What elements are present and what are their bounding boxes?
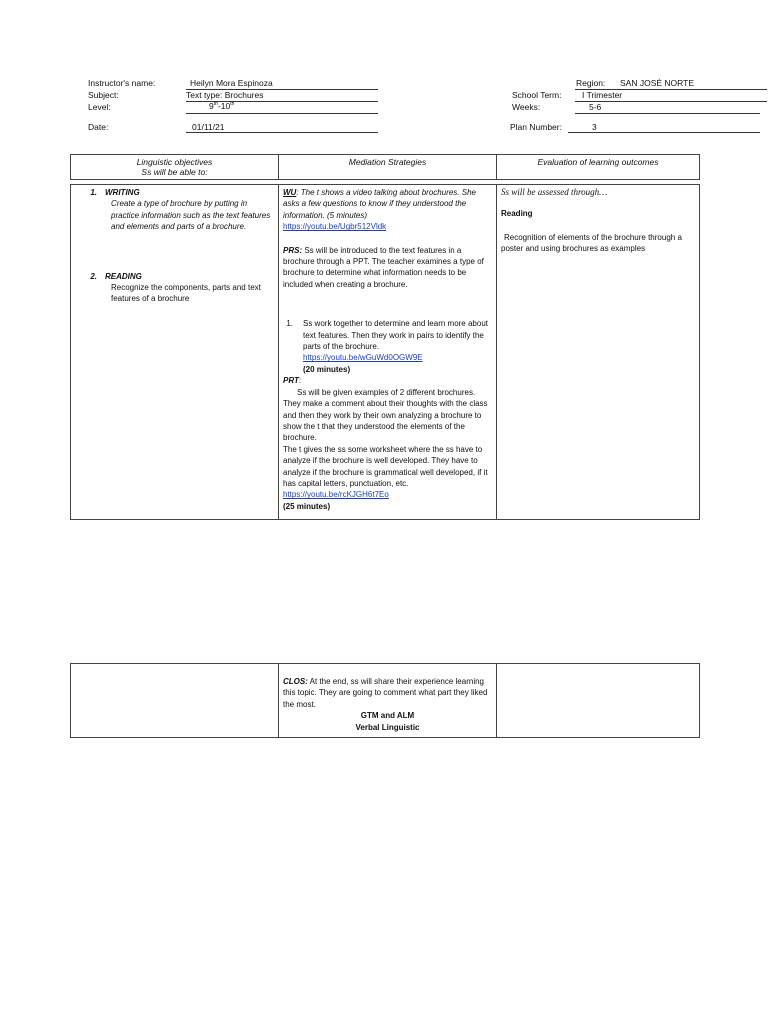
subject-label: Subject:: [88, 90, 119, 100]
warm-up-text: WU: The t shows a video talking about brochures. She asks a few questions to know if they understood the information. (5 minutes): [283, 188, 476, 220]
objective-writing: 1. WRITING: [90, 188, 140, 197]
school-term-underline: [575, 101, 767, 102]
plan-number-value: 3: [592, 122, 597, 132]
objectives-cell: [71, 185, 279, 520]
region-value: SAN JOSÉ NORTE: [620, 78, 694, 88]
closing-empty-cell-right: [497, 664, 700, 738]
level-underline: [186, 113, 378, 114]
plan-number-label: Plan Number:: [510, 122, 562, 132]
school-term-value: I Trimester: [582, 90, 623, 100]
level-label: Level:: [88, 102, 111, 112]
lesson-table-body: [70, 184, 700, 520]
plan-number-underline: [568, 132, 760, 133]
weeks-value: 5-6: [589, 102, 602, 112]
level-value: 9th-10th: [209, 101, 235, 111]
evaluation-intro: Ss will be assessed through…: [501, 187, 608, 197]
objective-writing-text: Create a type of brochure by putting in practice information such as the text features and elements and parts of a brochure.: [111, 199, 271, 232]
lesson-table-header: [70, 154, 700, 180]
instructor-label: Instructor's name:: [88, 78, 156, 88]
date-label: Date:: [88, 122, 109, 132]
date-underline: [186, 132, 378, 133]
weeks-label: Weeks:: [512, 102, 541, 112]
presentation-text: PRS: Ss will be introduced to the text features in a brochure through a PPT. The teacher examines a type of brochure to determine what information needs to be included when creating a brochure.: [283, 245, 484, 289]
closing-empty-cell-left: [71, 664, 279, 738]
production-text-1: Ss will be given examples of 2 different brochures. They make a comment about their thoughts with the class and then they work by their own analyzing a brochure to show the t that they understood the elements of the brochure.: [283, 387, 488, 443]
step1-video-link[interactable]: https://youtu.be/wGuWd0OGW9E: [303, 353, 423, 363]
practice-step-1: 1. Ss work together to determine and learn more about text features. Then they work in pairs to identify the parts of the brochure.: [286, 319, 488, 352]
production-time: (25 minutes): [283, 501, 331, 511]
production-video-link[interactable]: https://youtu.be/rcKJGH6t7Eo: [283, 490, 389, 500]
header-evaluation: Evaluation of learning outcomes: [497, 155, 700, 180]
objective-reading-text: Recognize the components, parts and text features of a brochure: [111, 283, 275, 304]
date-value: 01/11/21: [192, 122, 225, 132]
step1-time: (20 minutes): [303, 364, 351, 374]
objective-reading: 2. READING: [90, 271, 142, 281]
instructor-value: Heilyn Mora Espinoza: [190, 78, 273, 88]
closing-table: [70, 663, 700, 738]
header-mediation-strategies: Mediation Strategies: [279, 155, 497, 180]
production-text-2: The t gives the ss some worksheet where the ss have to analyze if the brochure is well developed. They have to analyze if the brochure is grammatical well developed, if it has capital letters, punctuation, etc. https://youtu.be/rcKJGH6t7Eo: [283, 444, 488, 500]
evaluation-text: Recognition of elements of the brochure through a poster and using brochures as examples: [501, 232, 682, 254]
production-label: PRT:: [283, 376, 302, 386]
region-label: Region:: [576, 78, 606, 88]
weeks-underline: [575, 113, 760, 114]
evaluation-reading: Reading: [501, 209, 533, 219]
warm-up-video-link[interactable]: https://youtu.be/Ugbr512Vldk: [283, 222, 387, 232]
closing-intelligence: Verbal Linguistic: [355, 722, 420, 732]
closing-cell: [279, 664, 497, 738]
strategies-cell: [279, 185, 497, 520]
closing-method: GTM and ALM: [360, 711, 415, 721]
closing-text: CLOS: At the end, ss will share their experience learning this topic. They are going to comment what part they liked the most.: [283, 677, 488, 709]
header-linguistic-objectives: Linguistic objectives Ss will be able to:: [71, 155, 279, 180]
evaluation-cell: [497, 185, 700, 520]
school-term-label: School Term:: [512, 90, 562, 100]
subject-value: Text type: Brochures: [186, 90, 264, 100]
